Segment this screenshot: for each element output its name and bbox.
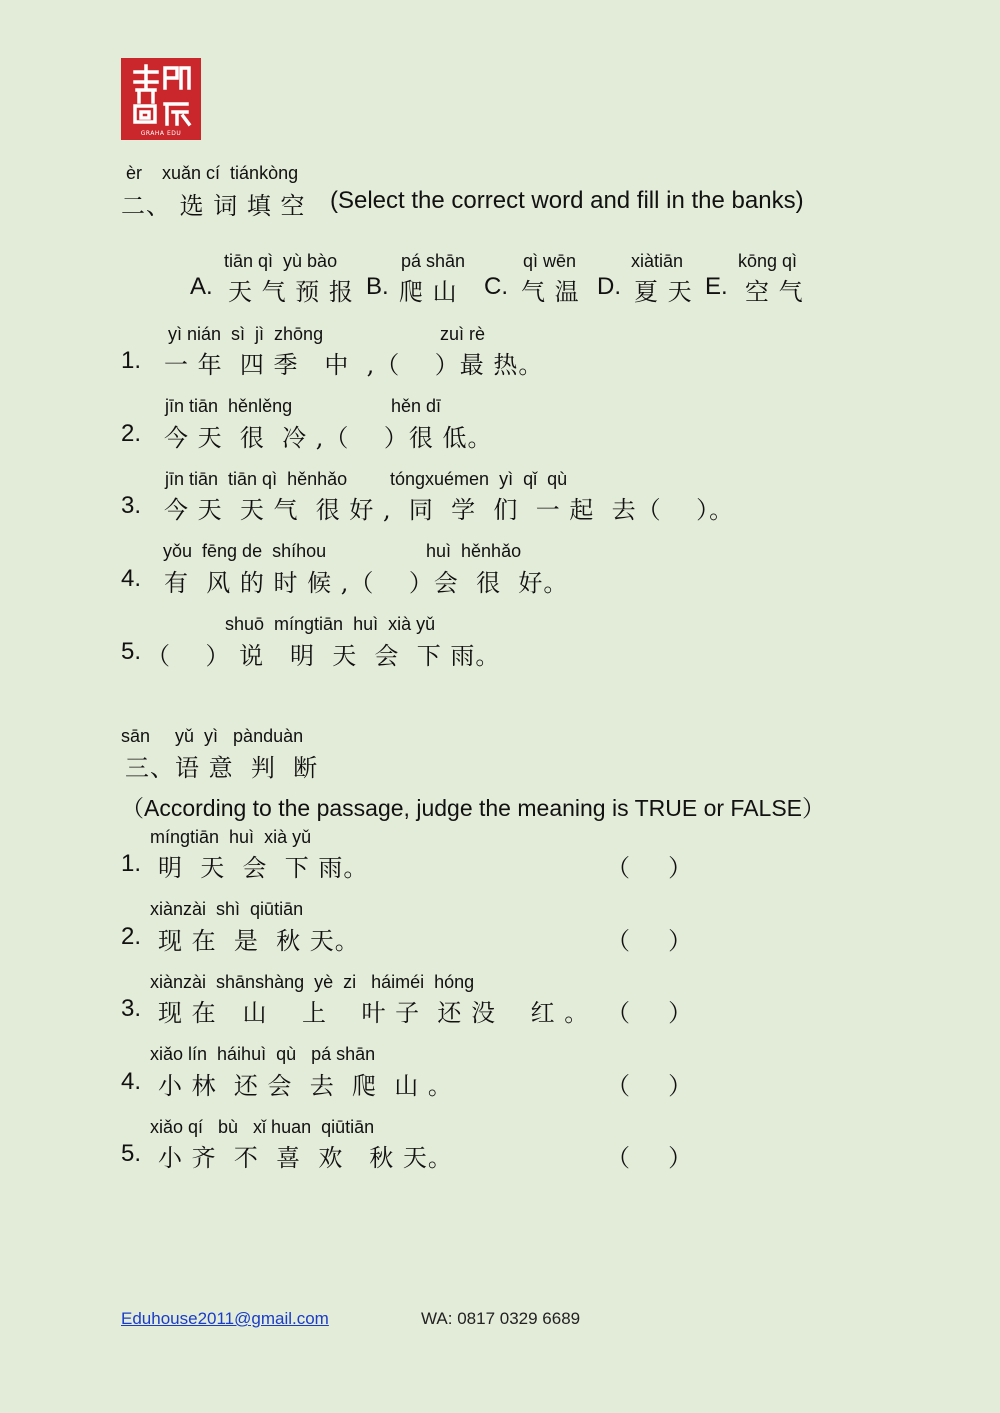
section2-heading-english: (Select the correct word and fill in the banks) — [330, 187, 804, 214]
s3-q2-text: 现 在 是 秋 天。 — [158, 927, 360, 955]
footer-email-link[interactable]: Eduhouse2011@gmail.com — [121, 1309, 329, 1328]
s3-q2-answer-blank[interactable]: （ ） — [606, 927, 693, 955]
option-d-letter: D. — [597, 273, 621, 300]
option-b-pinyin: pá shān — [401, 251, 466, 271]
s2-q4-text: 有 风 的 时 候 ,（ ）会 很 好。 — [164, 569, 569, 597]
option-a-word: 天 气 预 报 — [228, 278, 354, 306]
option-e-letter: E. — [705, 273, 728, 300]
s3-q3-number: 3. — [121, 995, 142, 1022]
s2-q2-text: 今 天 很 冷 ,（ ）很 低。 — [164, 424, 493, 452]
option-a-letter: A. — [190, 273, 213, 300]
s2-q3-number: 3. — [121, 492, 142, 519]
s3-q3-text: 现 在 山 上 叶 子 还 没 红 。 — [158, 999, 590, 1027]
section3-heading-pinyin: sān yǔ yì pànduàn — [121, 726, 304, 746]
s3-q1-number: 1. — [121, 850, 142, 877]
option-d-pinyin: xiàtiān — [631, 251, 684, 271]
option-c-letter: C. — [484, 273, 508, 300]
s3-q4-answer-blank[interactable]: （ ） — [606, 1072, 693, 1100]
s3-q4-number: 4. — [121, 1068, 142, 1095]
section2-heading: 二、 选 词 填 空 — [121, 192, 306, 220]
option-e-word: 空 气 — [745, 278, 804, 306]
s2-q4-number: 4. — [121, 565, 142, 592]
s2-q1-number: 1. — [121, 347, 142, 374]
section3-heading: 三、语 意 判 断 — [125, 754, 319, 782]
section3-instruction: （According to the passage, judge the meaning is TRUE or FALSE） — [121, 795, 826, 821]
s3-q5-text: 小 齐 不 喜 欢 秋 天。 — [158, 1144, 453, 1172]
s2-q1-text: 一 年 四 季 中 ,（ ）最 热。 — [164, 351, 544, 379]
s2-q2-pinyin: jīn tiān hěnlěng — [165, 396, 293, 416]
section2-heading-pinyin: èr xuǎn cí tiánkòng — [126, 163, 299, 183]
option-c-word: 气 温 — [521, 278, 580, 306]
s2-q5-text: （ ） 说 明 天 会 下 雨。 — [146, 642, 501, 670]
s2-q5-number: 5. — [121, 638, 142, 665]
s3-q5-answer-blank[interactable]: （ ） — [606, 1144, 693, 1172]
option-c-pinyin: qì wēn — [523, 251, 577, 271]
option-b-word: 爬 山 — [399, 278, 458, 306]
s3-q5-pinyin: xiǎo qí bù xǐ huan qiūtiān — [150, 1117, 375, 1137]
logo — [121, 58, 201, 140]
s2-q1-pinyin: yì nián sì jì zhōng — [168, 324, 324, 344]
option-b-letter: B. — [366, 273, 389, 300]
option-a-pinyin: tiān qì yù bào — [224, 251, 338, 271]
s2-q4-pinyin: yǒu fēng de shíhou — [163, 541, 327, 561]
s2-q5-pinyin: shuō míngtiān huì xià yǔ — [225, 614, 436, 634]
s2-q1-pinyin-2: zuì rè — [440, 324, 486, 344]
s2-q2-number: 2. — [121, 420, 142, 447]
s2-q4-pinyin-2: huì hěnhǎo — [426, 541, 522, 561]
s3-q1-pinyin: míngtiān huì xià yǔ — [150, 827, 312, 847]
logo-caption: GRAHA EDU — [140, 130, 182, 137]
s3-q2-number: 2. — [121, 923, 142, 950]
s3-q3-answer-blank[interactable]: （ ） — [606, 999, 693, 1027]
footer-whatsapp: WA: 0817 0329 6689 — [421, 1309, 581, 1328]
s3-q5-number: 5. — [121, 1140, 142, 1167]
s2-q3-pinyin: jīn tiān tiān qì hěnhǎo — [165, 469, 348, 489]
s3-q4-text: 小 林 还 会 去 爬 山 。 — [158, 1072, 453, 1100]
s3-q4-pinyin: xiǎo lín háihuì qù pá shān — [150, 1044, 376, 1064]
s2-q3-pinyin-2: tóngxuémen yì qǐ qù — [390, 469, 568, 489]
option-e-pinyin: kōng qì — [738, 251, 798, 271]
s2-q2-pinyin-2: hěn dī — [391, 396, 442, 416]
logo-seal-icon — [121, 58, 201, 130]
option-d-word: 夏 天 — [634, 278, 693, 306]
s3-q3-pinyin: xiànzài shānshàng yè zi háiméi hóng — [150, 972, 475, 992]
s3-q2-pinyin: xiànzài shì qiūtiān — [150, 899, 304, 919]
s3-q1-text: 明 天 会 下 雨。 — [158, 854, 369, 882]
s3-q1-answer-blank[interactable]: （ ） — [606, 854, 693, 882]
s2-q3-text: 今 天 天 气 很 好 , 同 学 们 一 起 去（ ）。 — [164, 496, 735, 524]
